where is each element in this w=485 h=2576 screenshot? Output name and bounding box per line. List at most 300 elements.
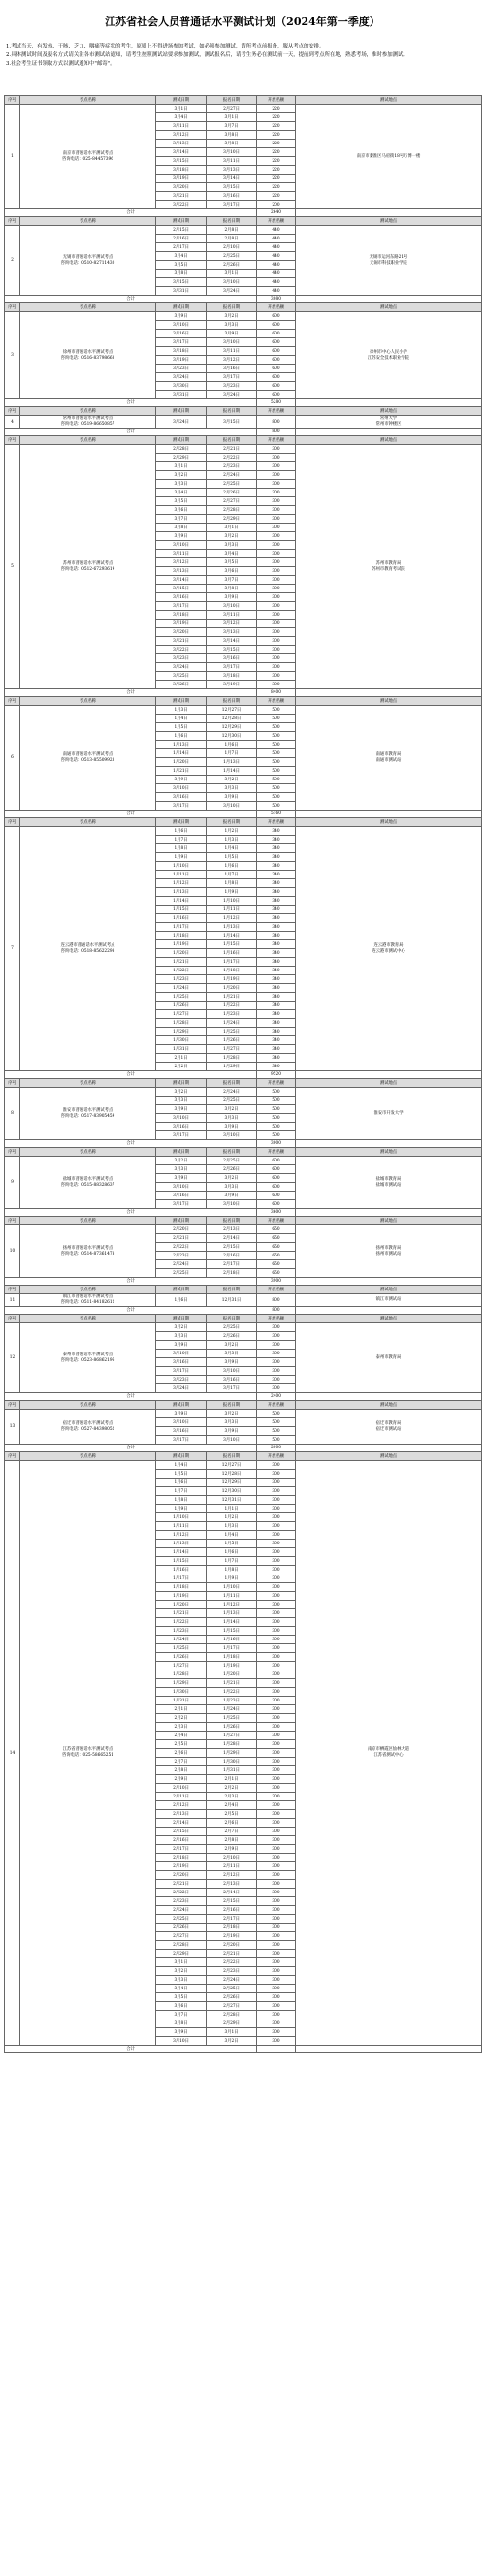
test-date: 1月4日 [156,1461,207,1470]
test-date: 3月15日 [156,157,207,166]
test-date: 3月24日 [156,373,207,382]
reg-date: 2月17日 [207,1260,257,1269]
test-date: 3月19日 [156,620,207,628]
quota: 300 [257,1384,296,1393]
reg-date: 3月2日 [207,776,257,784]
reg-date: 1月9日 [207,1574,257,1583]
header-quota: 开放名额 [257,407,296,416]
test-date: 3月18日 [156,166,207,175]
quota: 500 [257,1131,296,1140]
quota: 600 [257,1200,296,1209]
reg-date: 12月28日 [207,1470,257,1479]
quota: 300 [257,1548,296,1557]
quota: 300 [257,1749,296,1758]
quota: 440 [257,261,296,270]
site-name: 连云港市普通话水平测试考点 咨询电话：0518-85622298 [20,827,156,1071]
quota: 300 [257,1505,296,1513]
test-date: 3月2日 [156,1157,207,1165]
test-date: 3月3日 [156,1976,207,1985]
quota: 300 [257,1871,296,1880]
quota: 500 [257,784,296,793]
site-location: 盐城市教育局 盐城市测试站 [296,1157,482,1209]
header-name: 考点名称 [20,303,156,312]
header-no: 序号 [5,303,20,312]
header-loc: 测试地点 [296,1401,482,1410]
reg-date: 3月17日 [207,1384,257,1393]
test-date: 3月21日 [156,637,207,646]
test-date: 3月1日 [156,462,207,471]
header-quota: 开放名额 [257,303,296,312]
test-date: 1月4日 [156,715,207,723]
quota: 220 [257,157,296,166]
quota: 300 [257,1618,296,1627]
reg-date: 1月26日 [207,1723,257,1732]
table-row [5,1323,482,1332]
reg-date: 3月2日 [207,532,257,541]
test-date: 3月2日 [156,1323,207,1332]
header-loc: 测试地点 [296,96,482,105]
test-date: 2月25日 [156,1269,207,1278]
quota: 500 [257,706,296,715]
test-date: 3月19日 [156,356,207,365]
test-date: 2月4日 [156,1732,207,1740]
test-date: 3月7日 [156,2011,207,2019]
reg-date: 1月22日 [207,1688,257,1697]
site-location: 无锡市运河东路21号 无锡市科技职业学院 [296,226,482,296]
test-date: 1月25日 [156,993,207,1002]
quota: 600 [257,338,296,347]
reg-date: 2月13日 [207,1880,257,1889]
total-value: 2640 [257,209,296,217]
reg-date: 2月23日 [207,462,257,471]
quota: 500 [257,1418,296,1427]
reg-date: 3月8日 [207,585,257,593]
site-name: 徐州市普通话水平测试考点 咨询电话：0516-83798663 [20,312,156,399]
reg-date: 2月26日 [207,1165,257,1174]
header-row [5,818,482,827]
test-date: 2月17日 [156,1845,207,1854]
header-no: 序号 [5,96,20,105]
quota: 220 [257,192,296,201]
reg-date: 1月24日 [207,1019,257,1028]
total-empty [296,296,482,303]
reg-date: 1月10日 [207,897,257,906]
quota: 300 [257,1714,296,1723]
quota: 600 [257,330,296,338]
reg-date: 2月26日 [207,1993,257,2002]
reg-date: 1月29日 [207,1749,257,1758]
test-date: 3月2日 [156,1967,207,1976]
quota: 300 [257,2011,296,2019]
header-no: 序号 [5,697,20,706]
test-date: 1月21日 [156,958,207,967]
quota: 340 [257,940,296,949]
total-row [5,399,482,407]
test-date: 2月7日 [156,1758,207,1766]
quota: 300 [257,2019,296,2028]
quota: 800 [257,1294,296,1307]
site-name: 苏州市普通话水平测试考点 咨询电话：0512-67293619 [20,445,156,689]
site-no: 3 [5,312,20,399]
quota: 300 [257,628,296,637]
quota: 300 [257,1496,296,1505]
header-name: 考点名称 [20,818,156,827]
reg-date: 3月3日 [207,1350,257,1358]
header-date: 测试日期 [156,436,207,445]
reg-date: 3月16日 [207,365,257,373]
total-row [5,296,482,303]
site-name: 淮安市普通话水平测试考点 咨询电话：0517-83905459 [20,1088,156,1140]
test-date: 1月6日 [156,1479,207,1487]
test-date: 3月10日 [156,321,207,330]
test-date: 1月29日 [156,1679,207,1688]
quota: 340 [257,1054,296,1063]
reg-date: 3月24日 [207,391,257,399]
test-date: 2月17日 [156,243,207,252]
quota: 300 [257,1889,296,1897]
test-date: 3月16日 [156,1358,207,1367]
test-date: 1月8日 [156,844,207,853]
test-date: 1月15日 [156,1557,207,1566]
test-date: 3月20日 [156,183,207,192]
test-date: 3月16日 [156,793,207,802]
quota: 300 [257,462,296,471]
test-date: 2月22日 [156,1243,207,1252]
reg-date: 3月11日 [207,157,257,166]
header-reg: 报名日期 [207,1452,257,1461]
test-date: 1月30日 [156,1036,207,1045]
quota: 300 [257,1845,296,1854]
quota: 200 [257,201,296,209]
quota: 340 [257,853,296,862]
test-date: 1月20日 [156,1601,207,1609]
header-quota: 开放名额 [257,96,296,105]
test-date: 1月20日 [156,949,207,958]
quota: 300 [257,1350,296,1358]
total-value: 2400 [257,1393,296,1401]
header-row [5,1315,482,1323]
reg-date: 1月18日 [207,1653,257,1662]
reg-date: 3月15日 [207,646,257,654]
test-date: 1月26日 [156,1653,207,1662]
test-date: 2月24日 [156,1906,207,1915]
total-label: 合计 [5,1445,257,1452]
header-loc: 测试地点 [296,1286,482,1294]
test-date: 3月16日 [156,330,207,338]
reg-date: 3月14日 [207,175,257,183]
quota: 600 [257,1183,296,1192]
test-date: 1月31日 [156,1697,207,1705]
test-date: 1月22日 [156,967,207,975]
header-reg: 报名日期 [207,697,257,706]
reg-date: 2月1日 [207,1775,257,1784]
table-row [5,105,482,113]
site-location: 南京市秦淮区马府街18号万博一楼 [296,105,482,209]
test-date: 2月15日 [156,1828,207,1836]
site-no: 6 [5,706,20,811]
test-date: 2月25日 [156,1915,207,1924]
test-date: 3月2日 [156,1088,207,1097]
quota: 300 [257,1609,296,1618]
reg-date: 1月12日 [207,914,257,923]
total-empty [296,399,482,407]
header-name: 考点名称 [20,697,156,706]
header-row [5,303,482,312]
header-row [5,1401,482,1410]
test-date: 1月8日 [156,1496,207,1505]
header-no: 序号 [5,1452,20,1461]
quota: 300 [257,1557,296,1566]
reg-date: 2月11日 [207,1862,257,1871]
reg-date: 1月1日 [207,1505,257,1513]
header-reg: 报名日期 [207,1217,257,1225]
reg-date: 2月26日 [207,489,257,497]
header-name: 考点名称 [20,407,156,416]
test-date: 3月30日 [156,382,207,391]
site-no: 1 [5,105,20,209]
table-row [5,445,482,454]
test-date: 3月9日 [156,776,207,784]
test-date: 2月24日 [156,1260,207,1269]
header-no: 序号 [5,818,20,827]
quota: 300 [257,1828,296,1836]
quota: 300 [257,1854,296,1862]
reg-date: 3月2日 [207,1105,257,1114]
reg-date: 1月19日 [207,1662,257,1670]
total-value: 800 [257,1307,296,1315]
reg-date: 1月5日 [207,853,257,862]
quota: 300 [257,585,296,593]
quota: 300 [257,646,296,654]
quota: 300 [257,1670,296,1679]
quota: 500 [257,741,296,749]
test-date: 3月17日 [156,1131,207,1140]
header-reg: 报名日期 [207,1401,257,1410]
quota: 300 [257,576,296,585]
header-reg: 报名日期 [207,1148,257,1157]
quota: 500 [257,776,296,784]
quota: 600 [257,312,296,321]
table-row [5,1410,482,1418]
reg-date: 3月1日 [207,270,257,278]
test-date: 3月8日 [156,2019,207,2028]
site-name: 盐城市普通话水平测试考点 咨询电话：0515-88328637 [20,1157,156,1209]
reg-date: 3月10日 [207,1367,257,1376]
test-date: 1月17日 [156,923,207,932]
total-row [5,811,482,818]
reg-date: 3月1日 [207,524,257,532]
test-date: 1月23日 [156,975,207,984]
total-value: 9520 [257,1071,296,1079]
test-date: 3月21日 [156,192,207,201]
total-empty [296,209,482,217]
header-quota: 开放名额 [257,1148,296,1157]
quota: 300 [257,2037,296,2046]
test-date: 3月31日 [156,391,207,399]
header-date: 测试日期 [156,303,207,312]
quota: 340 [257,844,296,853]
reg-date: 1月19日 [207,975,257,984]
test-date: 3月25日 [156,672,207,681]
quota: 500 [257,1105,296,1114]
quota: 600 [257,382,296,391]
test-date: 3月9日 [156,2028,207,2037]
reg-date: 1月2日 [207,827,257,836]
test-date: 3月15日 [156,278,207,287]
quota: 440 [257,278,296,287]
quota: 300 [257,1941,296,1950]
test-date: 3月11日 [156,550,207,558]
table-row [5,1088,482,1097]
site-location: 苏州市教育局 苏州市教育考试院 [296,445,482,689]
reg-date: 3月10日 [207,1131,257,1140]
reg-date: 2月8日 [207,1836,257,1845]
total-empty [296,1393,482,1401]
header-loc: 测试地点 [296,1452,482,1461]
reg-date: 1月16日 [207,1636,257,1644]
header-quota: 开放名额 [257,1401,296,1410]
reg-date: 1月27日 [207,1732,257,1740]
test-date: 2月28日 [156,1941,207,1950]
test-date: 3月24日 [156,416,207,429]
reg-date: 2月21日 [207,1950,257,1958]
test-date: 1月10日 [156,862,207,871]
reg-date: 3月1日 [207,2028,257,2037]
quota: 500 [257,793,296,802]
quota: 300 [257,620,296,628]
quota: 340 [257,897,296,906]
reg-date: 2月20日 [207,1941,257,1950]
quota: 300 [257,1775,296,1784]
test-date: 3月5日 [156,261,207,270]
reg-date: 12月31日 [207,1496,257,1505]
quota: 600 [257,356,296,365]
test-date: 3月9日 [156,312,207,321]
quota: 300 [257,558,296,567]
reg-date: 3月2日 [207,2037,257,2046]
test-date: 3月7日 [156,515,207,524]
total-label: 合计 [5,429,257,436]
total-label: 合计 [5,1071,257,1079]
total-label: 合计 [5,1278,257,1286]
reg-date: 1月2日 [207,1513,257,1522]
header-date: 测试日期 [156,1079,207,1088]
reg-date: 12月30日 [207,1487,257,1496]
test-date: 3月17日 [156,602,207,611]
reg-date: 3月3日 [207,541,257,550]
test-date: 3月26日 [156,681,207,689]
reg-date: 2月25日 [207,252,257,261]
test-date: 3月17日 [156,802,207,811]
reg-date: 3月17日 [207,201,257,209]
test-date: 1月11日 [156,1522,207,1531]
total-label: 合计 [5,689,257,697]
reg-date: 2月23日 [207,1967,257,1976]
header-loc: 测试地点 [296,217,482,226]
test-date: 2月9日 [156,1775,207,1784]
reg-date: 1月14日 [207,932,257,940]
reg-date: 2月22日 [207,454,257,462]
test-date: 1月20日 [156,758,207,767]
header-loc: 测试地点 [296,1217,482,1225]
quota: 300 [257,681,296,689]
reg-date: 3月1日 [207,113,257,122]
quota: 300 [257,1836,296,1845]
quota: 300 [257,1958,296,1967]
reg-date: 3月10日 [207,802,257,811]
total-label: 合计 [5,296,257,303]
test-date: 2月20日 [156,1225,207,1234]
quota: 300 [257,1376,296,1384]
reg-date: 2月12日 [207,1871,257,1880]
reg-date: 1月18日 [207,967,257,975]
schedule-table [4,95,482,2053]
quota: 340 [257,949,296,958]
reg-date: 2月13日 [207,1225,257,1234]
test-date: 3月31日 [156,287,207,296]
quota: 340 [257,1063,296,1071]
header-reg: 报名日期 [207,1315,257,1323]
quota: 340 [257,1010,296,1019]
total-empty [296,1307,482,1315]
quota: 340 [257,993,296,1002]
test-date: 3月3日 [156,1165,207,1174]
test-date: 2月8日 [156,1766,207,1775]
reg-date: 2月9日 [207,1845,257,1854]
total-empty [296,1209,482,1217]
quota: 800 [257,416,296,429]
test-date: 3月9日 [156,1410,207,1418]
header-loc: 测试地点 [296,697,482,706]
quota: 650 [257,1269,296,1278]
reg-date: 2月26日 [207,261,257,270]
test-date: 1月10日 [156,1513,207,1522]
header-row [5,96,482,105]
total-empty [296,2046,482,2053]
test-date: 3月17日 [156,338,207,347]
header-loc: 测试地点 [296,818,482,827]
reg-date: 1月3日 [207,1522,257,1531]
test-date: 2月13日 [156,1810,207,1819]
test-date: 1月19日 [156,940,207,949]
note-2: 2.具体测试时间及报名方式请关注各市测试站通知，请考生按照测试站要求参加测试，测试报名后，请考生务必在测试前一天，提前到考点所在地，熟悉考场，准时参加测试。 [6,52,408,58]
quota: 300 [257,1906,296,1915]
reg-date: 3月23日 [207,382,257,391]
total-row [5,1393,482,1401]
reg-date: 12月30日 [207,732,257,741]
header-loc: 测试地点 [296,1148,482,1157]
quota: 220 [257,122,296,131]
reg-date: 3月9日 [207,1192,257,1200]
quota: 340 [257,932,296,940]
test-date: 3月8日 [156,524,207,532]
site-location: 常州大学 常州市钟楼区 [296,416,482,429]
total-label: 合计 [5,811,257,818]
quota: 340 [257,1036,296,1045]
test-date: 1月23日 [156,1627,207,1636]
quota: 440 [257,235,296,243]
total-row [5,1445,482,1452]
reg-date: 2月27日 [207,497,257,506]
schedule-table-body [5,96,482,2053]
test-date: 1月17日 [156,1574,207,1583]
test-date: 3月3日 [156,1332,207,1341]
header-reg: 报名日期 [207,303,257,312]
test-date: 1月9日 [156,1505,207,1513]
test-date: 2月28日 [156,445,207,454]
reg-date: 1月21日 [207,1679,257,1688]
test-date: 1月6日 [156,732,207,741]
